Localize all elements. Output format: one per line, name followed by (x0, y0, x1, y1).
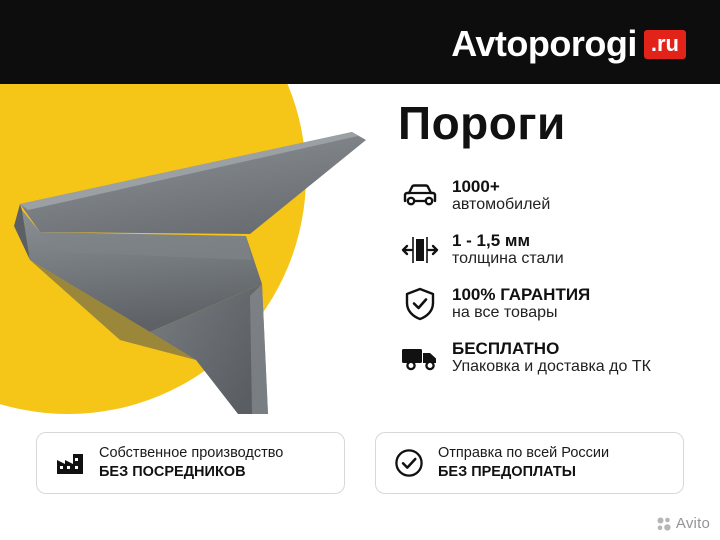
watermark-label: Avito (675, 515, 710, 532)
feature-subtitle: на все товары (452, 304, 558, 322)
check-circle-icon (392, 446, 426, 480)
badge-line-1: Отправка по всей России (438, 445, 610, 462)
feature-item (398, 338, 704, 378)
feature-title: 1000+ (452, 177, 500, 197)
feature-item (398, 230, 704, 270)
badge-row (36, 432, 684, 494)
feature-list (398, 176, 704, 378)
badge-line-2: БЕЗ ПОСРЕДНИКОВ (99, 463, 246, 480)
delivery-truck-icon (398, 338, 442, 378)
feature-title: 100% ГАРАНТИЯ (452, 285, 591, 305)
brand-tld-badge: .ru (644, 30, 686, 59)
badge-text (99, 445, 283, 481)
header-bar (0, 0, 720, 84)
feature-subtitle: автомобилей (452, 196, 551, 214)
product-image (0, 84, 392, 414)
feature-title: 1 - 1,5 мм (452, 231, 531, 251)
feature-title: БЕСПЛАТНО (452, 339, 560, 359)
page-title: Пороги (398, 97, 566, 149)
avito-watermark (656, 515, 710, 532)
factory-icon (53, 446, 87, 480)
car-front-icon (398, 176, 442, 216)
feature-item (398, 284, 704, 324)
avito-logo-icon (656, 516, 672, 532)
brand-name: Avtoporogi (451, 23, 637, 64)
feature-text (452, 285, 590, 323)
badge-line-1: Собственное производство (99, 445, 284, 462)
badge-text (438, 445, 609, 481)
feature-text (452, 177, 550, 215)
content-column (392, 92, 704, 392)
car-sill-panel-icon (0, 84, 392, 414)
badge-own-production (36, 432, 345, 494)
feature-item (398, 176, 704, 216)
badge-no-prepayment (375, 432, 684, 494)
feature-text (452, 339, 651, 377)
feature-subtitle: Упаковка и доставка до ТК (452, 358, 651, 376)
shield-check-icon (398, 284, 442, 324)
feature-text (452, 231, 564, 269)
feature-subtitle: толщина стали (452, 250, 564, 268)
thickness-gauge-icon (398, 230, 442, 270)
brand-logo (451, 22, 686, 66)
badge-line-2: БЕЗ ПРЕДОПЛАТЫ (438, 463, 576, 480)
